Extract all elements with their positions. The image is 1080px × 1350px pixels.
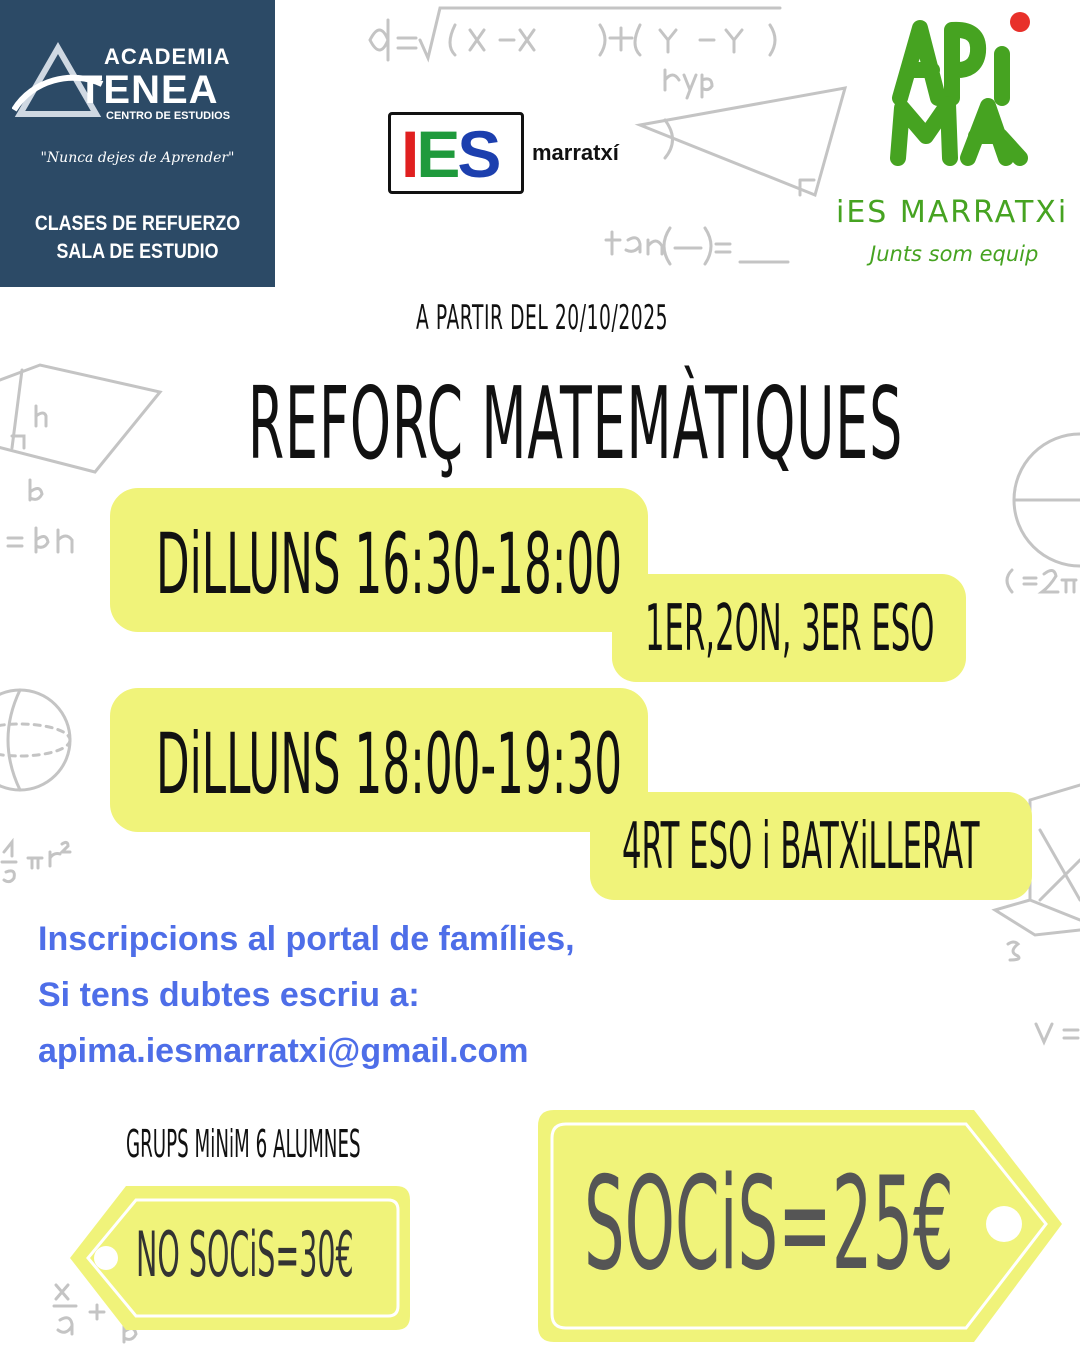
questions-info: Si tens dubtes escriu a: [38,976,420,1014]
ies-logo-box [388,112,524,194]
apima-logo-icon [830,8,1080,280]
contact-email-link[interactable]: apima.iesmarratxi@gmail.com [38,1032,529,1070]
atenea-name: TENEA [78,68,219,112]
flyer-title: REFORÇ MATEMÀTIQUES [248,365,904,482]
session-2-day-time: DiLLUNS 18:00-19:30 [156,715,623,813]
ies-letter-e: E [416,117,458,191]
minimum-group-note: GRUPS MiNiM 6 ALUMNES [126,1122,361,1166]
ies-logo-word: marratxí [532,140,619,165]
ies-letter-s: S [457,117,499,191]
apima-tagline: iES MARRATXi [836,195,1069,230]
non-member-price: NO SOCiS=30€ [136,1218,354,1291]
registration-info: Inscripcions al portal de famílies, [38,920,575,958]
session-2-groups: 4RT ESO i BATXiLLERAT [622,810,980,884]
academia-atenea-logo [0,0,275,287]
session-1-day-time: DiLLUNS 16:30-18:00 [156,515,623,613]
atenea-subtitle: CENTRO DE ESTUDIOS [106,110,231,122]
ies-logo-letters [401,117,499,191]
start-date: A PARTIR DEL 20/10/2025 [416,298,669,338]
apima-motto: Junts som equip [870,242,1039,266]
member-price: SOCiS=25€ [584,1150,954,1299]
session-1-groups: 1ER,2ON, 3ER ESO [645,592,935,666]
atenea-line-estudio: SALA DE ESTUDIO [56,240,219,263]
ies-letter-i: I [401,117,417,191]
atenea-motto: "Nunca dejes de Aprender" [40,150,235,166]
atenea-line-refuerzo: CLASES DE REFUERZO [34,212,241,235]
atenea-word-academia: ACADEMIA [104,44,231,69]
